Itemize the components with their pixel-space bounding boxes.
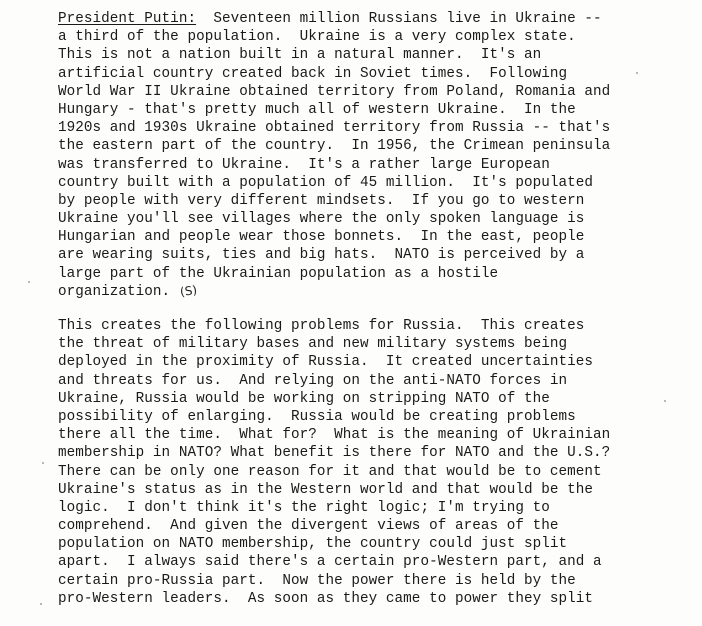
scan-speck [664, 400, 666, 402]
text-line: This is not a nation built in a natural manner. It's an [58, 47, 542, 64]
text-line: the eastern part of the country. In 1956, the Crimean peninsula [58, 138, 611, 155]
text-line: deployed in the proximity of Russia. It created uncertainties [58, 354, 594, 371]
text-line: Ukraine's status as in the Western world and that would be the [58, 481, 594, 498]
line-text: Seventeen million Russians live in Ukraine -- [196, 11, 602, 27]
text-line: there all the time. What for? What is the meaning of Ukrainian [58, 427, 611, 444]
text-line: and threats for us. And relying on the anti-NATO forces in [58, 372, 568, 389]
paragraph-problems-for-russia [58, 317, 698, 608]
text-line: large part of the Ukrainian population as a hostile [58, 265, 499, 282]
scan-speck [636, 72, 638, 74]
text-line: a third of the population. Ukraine is a very complex state. [58, 29, 576, 46]
line-text: organization. [58, 283, 171, 300]
text-line: Hungarian and people wear those bonnets. In the east, people [58, 229, 585, 246]
text-line: Hungary - that's pretty much all of western Ukraine. In the [58, 101, 576, 118]
text-line: comprehend. And given the divergent views of areas of the [58, 518, 559, 535]
text-line: There can be only one reason for it and that would be to cement [58, 463, 602, 480]
text-line: population on NATO membership, the country could just split [58, 536, 568, 553]
text-line: artificial country created back in Soviet times. Following [58, 65, 568, 82]
text-line: the threat of military bases and new military systems being [58, 336, 568, 353]
scan-speck [28, 281, 30, 283]
text-line: are wearing suits, ties and big hats. NATO is perceived by a [58, 247, 585, 264]
scan-speck [40, 603, 42, 605]
text-line: by people with very different mindsets. If you go to western [58, 192, 585, 209]
text-line: membership in NATO? What benefit is there for NATO and the U.S.? [58, 445, 611, 462]
speaker-label: President Putin: [58, 11, 197, 27]
text-line: World War II Ukraine obtained territory from Poland, Romania and [58, 83, 611, 100]
text-line: Ukraine, Russia would be working on stripping NATO of the [58, 390, 550, 407]
text-line: certain pro-Russia part. Now the power there is held by the [58, 572, 576, 589]
text-line [58, 10, 698, 28]
text-line [58, 283, 698, 301]
text-line: This creates the following problems for Russia. This creates [58, 318, 585, 334]
text-line: possibility of enlarging. Russia would be creating problems [58, 408, 576, 425]
text-line: was transferred to Ukraine. It's a rather large European [58, 156, 550, 173]
text-line: 1920s and 1930s Ukraine obtained territory from Russia -- that's [58, 120, 611, 137]
text-line: logic. I don't think it's the right logic; I'm trying to [58, 499, 550, 516]
text-line: apart. I always said there's a certain pro-Western part, and a [58, 554, 602, 571]
scan-speck [42, 462, 44, 464]
classification-mark: (S) [179, 282, 199, 299]
text-line: country built with a population of 45 million. It's populated [58, 174, 594, 191]
paragraph-putin-statement [58, 10, 698, 301]
text-line: pro-Western leaders. As soon as they came to power they split [58, 590, 594, 607]
text-line: Ukraine you'll see villages where the only spoken language is [58, 211, 585, 228]
